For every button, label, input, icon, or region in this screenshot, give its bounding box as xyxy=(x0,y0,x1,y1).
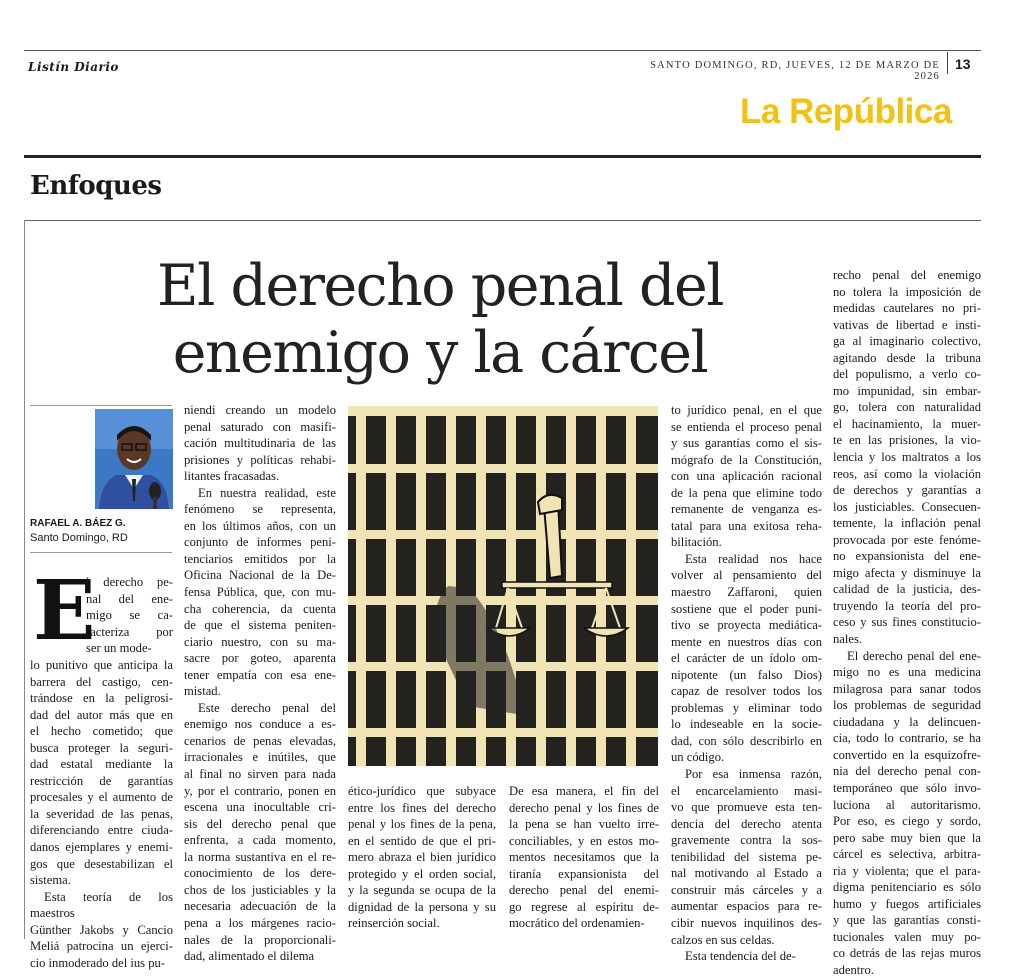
page-number-divider xyxy=(947,52,948,74)
column-line: agitando desde la tribuna xyxy=(833,350,981,365)
column-line: Por eso, es ciego y sordo, xyxy=(833,814,981,829)
column-line: la norma sustantiva en el re- xyxy=(184,849,336,864)
column-line: conjunto de informes peni- xyxy=(184,535,336,550)
column-line: mo impunidad, sin embar- xyxy=(833,383,981,398)
column-line: cibir nuevos inquilinos des- xyxy=(671,915,822,930)
column-line: y la segunda se ocupa de la xyxy=(348,883,496,898)
column-line: lo punitivo que anticipa la xyxy=(30,658,173,672)
column-line: nal motivando al Estado a xyxy=(671,866,822,881)
column-line: nia del derecho penal con- xyxy=(833,764,981,779)
column-line: conciliables, y en estos mo- xyxy=(509,833,659,848)
column-line: vo que promueve esta ten- xyxy=(671,800,822,815)
column-line: cia, todo lo contrario, se ha xyxy=(833,731,981,746)
left-border xyxy=(24,220,25,939)
column-line: digma penitenciario es sólo xyxy=(833,880,981,895)
column-line: dad estatal mediante la xyxy=(30,757,173,772)
column-line: truyendo la teoría del pro- xyxy=(833,598,981,613)
column-line: medidas cautelares no pri- xyxy=(833,301,981,316)
column-line: nales. xyxy=(833,632,863,647)
column-line: sis del derecho penal que xyxy=(184,816,336,831)
column-2 xyxy=(184,402,336,965)
column-line: Esta realidad nos hace xyxy=(685,551,822,566)
column-line: aumentar espacios para re- xyxy=(671,899,822,914)
column-line: de derechos y garantías a xyxy=(833,483,981,498)
column-line: remanente de venganza es- xyxy=(671,502,822,517)
section-rule xyxy=(24,155,981,158)
column-line: construir más cárceles y a xyxy=(671,882,822,897)
column-line: tenibilidad del sistema pe- xyxy=(671,849,822,864)
column-line: problemas y eliminar todo xyxy=(671,700,822,715)
column-line: conocimiento de los dere- xyxy=(184,866,336,881)
column-line: y, por el contrario, ponen en xyxy=(184,783,336,798)
author-location: Santo Domingo, RD xyxy=(30,532,128,544)
column-line: racteriza por xyxy=(86,624,173,639)
column-6 xyxy=(833,267,981,979)
column-line: dencia del derecho atenta xyxy=(671,816,822,831)
column-line: la severidad de las penas, xyxy=(30,806,173,821)
column-line: chos de los justiciables y la xyxy=(184,882,336,897)
column-line: tatal para una exitosa reha- xyxy=(671,518,822,533)
column-line: Este derecho penal del xyxy=(198,700,336,715)
author-bottom-rule xyxy=(30,552,172,553)
column-line: derecho penal y los fines de xyxy=(509,800,659,815)
column-line: irracionales e inútiles, que xyxy=(184,750,336,765)
headline-line-1: El derecho penal del xyxy=(157,253,723,319)
column-line: Esta tendencia del de- xyxy=(685,949,796,964)
column-line: los problemas de seguridad xyxy=(833,698,981,713)
column-line: De esa manera, el fin del xyxy=(509,784,659,798)
column-line: protegido y el orden social, xyxy=(348,866,496,881)
column-line: mistad. xyxy=(184,684,221,699)
column-line: tiranía expansionista del xyxy=(509,866,659,881)
column-line: ceso y sus fines constitucio- xyxy=(833,615,981,630)
column-line: en los últimos años, con un xyxy=(184,518,336,533)
column-line: nipotente (un falso Dios) xyxy=(671,667,822,682)
column-line: se entienda el proceso penal xyxy=(671,419,822,434)
headline xyxy=(100,253,780,387)
subsection-rule xyxy=(24,220,981,221)
column-line: El derecho penal del ene- xyxy=(847,648,981,663)
column-line: reinserción social. xyxy=(348,916,440,931)
column-line: capaz de resolver todos los xyxy=(671,684,822,699)
column-line: en el sentido de que el pri- xyxy=(348,833,496,848)
author-photo xyxy=(95,409,173,509)
column-line: migo se ca- xyxy=(86,608,173,623)
column-line: pero sabe muy bien que la xyxy=(833,830,981,845)
column-line: mente en nuestros días con xyxy=(671,634,822,649)
drop-cap: E xyxy=(33,563,96,659)
column-line: gos que desestabilizan el xyxy=(30,856,173,871)
column-line: nal del ene- xyxy=(86,591,173,606)
dateline: SANTO DOMINGO, RD, JUEVES, 12 DE MARZO DE 2026 xyxy=(650,60,940,82)
column-line: ciario nuestro, con su ma- xyxy=(184,634,336,649)
column-line: no expansionista del ene- xyxy=(833,549,981,564)
column-4 xyxy=(509,783,659,932)
column-line: no tolera la imposición de xyxy=(833,284,981,299)
column-line: mocrático del ordenamien- xyxy=(509,916,645,931)
column-line: cha coherencia, da cuenta xyxy=(184,601,336,616)
column-line: convertido en la esquizofre- xyxy=(833,747,981,762)
column-line: reos, así como la violación xyxy=(833,466,981,481)
column-line: derecho penal del enemi- xyxy=(509,883,659,898)
column-line: provocada por este fenóme- xyxy=(833,532,981,547)
column-line: tucionales valen muy po- xyxy=(833,929,981,944)
column-line: Esta teoría de los maestros xyxy=(30,889,173,921)
column-line: go, tolera con naturalidad xyxy=(833,400,981,415)
column-line: el encarcelamiento masi- xyxy=(671,783,822,798)
column-line: el hecho cometido; que xyxy=(30,724,173,739)
headline-line-2: enemigo y la cárcel xyxy=(172,320,708,386)
column-line: dad del autor más que en xyxy=(30,707,173,722)
column-line: prisiones y políticas rehabi- xyxy=(184,452,336,467)
column-line: migo no es una medicina xyxy=(833,665,981,680)
column-line: los justiciables. Consecuen- xyxy=(833,499,981,514)
column-line: penal saturado con masifi- xyxy=(184,419,336,434)
column-line: l derecho pe- xyxy=(86,575,173,589)
column-line: Por esa inmensa razón, xyxy=(685,767,822,782)
column-line: busca proteger la seguri- xyxy=(30,740,173,755)
column-line: y sus garantías como el sis- xyxy=(671,436,822,451)
paper-name: Listín Diario xyxy=(28,60,119,74)
column-line: cación multitudinaria de las xyxy=(184,436,336,451)
column-line: mógrafo de la Constitución, xyxy=(671,452,822,467)
column-line: go regrese al espíritu de- xyxy=(509,899,659,914)
column-line: bilitación. xyxy=(671,535,722,550)
column-line: litantes fracasadas. xyxy=(184,469,280,484)
column-line: el carácter de un ídolo om- xyxy=(671,651,822,666)
column-line: procesales y el aumento de xyxy=(30,790,173,805)
column-line: temporáneo que sólo invo- xyxy=(833,780,981,795)
column-line: de la pena que elimine todo xyxy=(671,485,822,500)
column-line: calidad de la justicia, des- xyxy=(833,582,981,597)
column-line: mentos necesitamos que la xyxy=(509,850,659,865)
column-line: con una aplicación racional xyxy=(671,469,822,484)
author-top-rule xyxy=(30,405,172,406)
column-line: sacre por goteo, aparenta xyxy=(184,651,336,666)
column-line: Meliá patrocina un ejerci- xyxy=(30,939,173,954)
column-3 xyxy=(348,783,496,932)
column-line: sostiene que el poder puni- xyxy=(671,601,822,616)
column-line: y que las garantías consti- xyxy=(833,913,981,928)
column-line: adentro. xyxy=(833,962,874,977)
column-line: escena una inocultable cri- xyxy=(184,800,336,815)
column-line: fenómeno se representa, xyxy=(184,502,336,517)
column-line: tivo se proyecta mediática- xyxy=(671,618,822,633)
column-line: cárcel es selectiva, arbitra- xyxy=(833,847,981,862)
column-line: cenarios de penas elevadas, xyxy=(184,733,336,748)
column-line: enfrenta, a cada momento, xyxy=(184,833,336,848)
column-line: ciudadana y la delincuen- xyxy=(833,714,981,729)
column-line: enemigo nos conduce a es- xyxy=(184,717,336,732)
column-line: gravemente contra la sos- xyxy=(671,833,822,848)
page-number: 13 xyxy=(955,56,971,72)
column-line: barrera del castigo, cen- xyxy=(30,674,173,689)
column-line: mero abraza el bien jurídico xyxy=(348,850,496,865)
top-rule xyxy=(24,50,981,51)
column-line: al final no sirven para nada xyxy=(184,767,336,782)
column-line: necesaria adecuación de la xyxy=(184,899,336,914)
column-line: lo indeseable en la socie- xyxy=(671,717,822,732)
column-line: restricción de garantías xyxy=(30,773,173,788)
column-line: maestro Zaffaroni, quien xyxy=(671,585,822,600)
column-line: la pena se han vuelto irre- xyxy=(509,817,659,832)
column-line: fensa Pública, que, con mu- xyxy=(184,585,336,600)
column-line: nales de la proporcionali- xyxy=(184,932,336,947)
column-line: vativas de libertad e insti- xyxy=(833,317,981,332)
column-line: volver al pensamiento del xyxy=(671,568,822,583)
column-line: un código. xyxy=(671,750,725,765)
column-line: recho penal del enemigo xyxy=(833,268,981,282)
column-line: luciona al autoritarismo. xyxy=(833,797,981,812)
column-line: ético-jurídico que subyace xyxy=(348,784,496,798)
column-line: tenciarios emitidos por la xyxy=(184,551,336,566)
prison-bars-illustration xyxy=(348,406,658,766)
column-line: Günther Jakobs y Cancio xyxy=(30,922,173,937)
author-name: RAFAEL A. BÁEZ G. xyxy=(30,518,126,529)
column-line: ria y violenta; que el para- xyxy=(833,863,981,878)
column-line: humo y fuegos artificiales xyxy=(833,896,981,911)
column-line: milagrosa para sanar todos xyxy=(833,681,981,696)
column-line: trándose en la peligrosi- xyxy=(30,691,173,706)
column-1-lead xyxy=(86,574,173,657)
column-line: del populismo, a verlo co- xyxy=(833,367,981,382)
column-line: de que el sistema peniten- xyxy=(184,618,336,633)
column-line: Oficina Nacional de la De- xyxy=(184,568,336,583)
column-line: el hacinamiento, la muer- xyxy=(833,416,981,431)
column-line: dad, con sólo describirlo en xyxy=(671,733,822,748)
column-line: to jurídico penal, en el que xyxy=(671,403,822,417)
column-line: diferenciando entre ciuda- xyxy=(30,823,173,838)
column-line: calzos en sus celdas. xyxy=(671,932,775,947)
column-line: temente, la inflación penal xyxy=(833,516,981,531)
column-line: lencia y los maltratos a los xyxy=(833,450,981,465)
section-title: La República xyxy=(740,92,952,131)
column-line: te en las prisiones, la vio- xyxy=(833,433,981,448)
column-line: dad, alimentado el dilema xyxy=(184,949,315,964)
column-line: cio inmoderado del ius pu- xyxy=(30,955,166,970)
column-line: En nuestra realidad, este xyxy=(198,485,336,500)
column-line: migo afecta y disminuye la xyxy=(833,565,981,580)
column-1 xyxy=(30,657,173,971)
column-line: entre los fines del derecho xyxy=(348,800,496,815)
column-5 xyxy=(671,402,822,965)
column-line: niendi creando un modelo xyxy=(184,403,336,417)
column-line: pena a los márgenes racio- xyxy=(184,915,336,930)
column-line: co detrás de las rejas muros xyxy=(833,946,981,961)
subsection-title: Enfoques xyxy=(30,171,162,201)
column-line: ga al imaginario colectivo, xyxy=(833,334,981,349)
column-line: ser un mode- xyxy=(86,641,152,656)
column-line: sistema. xyxy=(30,873,71,888)
column-line: danos ejemplares y enemi- xyxy=(30,840,173,855)
column-line: penal y los fines de la pena, xyxy=(348,817,496,832)
column-line: dignidad de la persona y su xyxy=(348,899,496,914)
column-line: tener empatía con esa ene- xyxy=(184,667,336,682)
